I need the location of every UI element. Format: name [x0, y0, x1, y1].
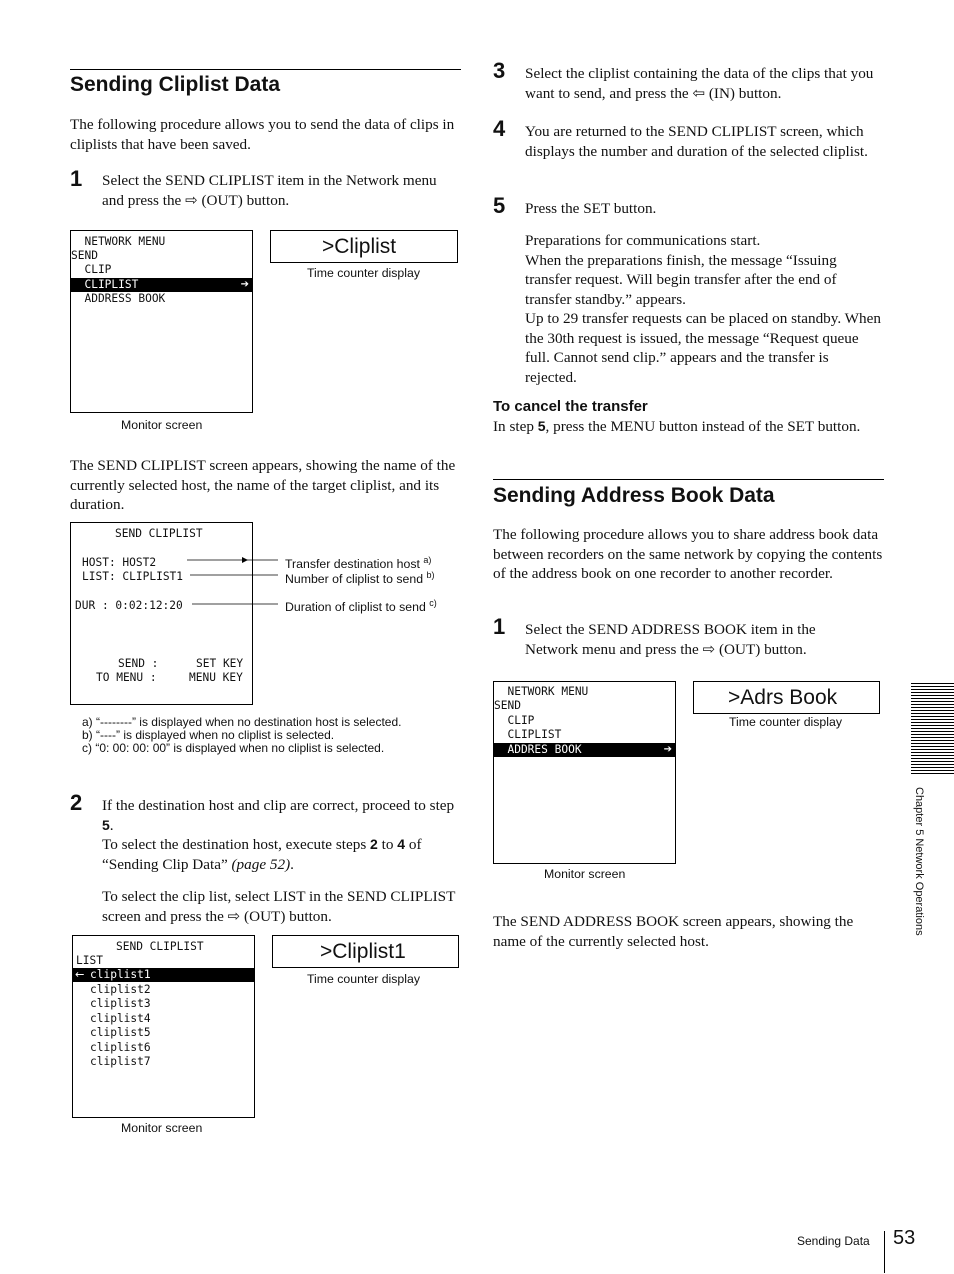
step-text	[102, 171, 462, 210]
step-text-part: (OUT) button.	[718, 640, 807, 658]
text-line: When the preparations finish, the message “Issuing transfer request. Will begin transfer after the end of transfer standby.” appears.	[525, 251, 837, 308]
callout-text: Transfer destination host	[285, 557, 420, 572]
footnote-mark: b)	[426, 570, 435, 580]
menu-key-label: MENU KEY	[189, 671, 243, 684]
list-line: LIST: CLIPLIST1	[82, 570, 184, 583]
intro-paragraph: The following procedure allows you to share address book data between recorders on the same network by copying the contents of the address book on one recorder to another recorder.	[493, 526, 883, 582]
out-arrow-icon: ⇨	[702, 639, 716, 658]
step-text-part: Select the SEND CLIPLIST item in the Network menu and press the	[102, 172, 437, 209]
text-line: Up to 29 transfer requests can be placed on standby. When the 30th request is issued, the message “Request queue full. Cannot send clip.” appears and the transfer is rejected.	[525, 310, 881, 386]
text-line: Preparations for communications start.	[525, 232, 761, 249]
callout-text: Duration of cliplist to send	[285, 600, 426, 615]
list-item: cliplist3	[90, 997, 151, 1010]
body-paragraph: The SEND CLIPLIST screen appears, showing the name of the currently selected host, the name of the target cliplist, and its duration.	[70, 457, 456, 513]
step-text	[525, 620, 870, 659]
footnote-mark: a)	[423, 555, 432, 565]
step-text-part: “Sending Clip Data”	[102, 855, 228, 873]
body-paragraph	[525, 231, 883, 387]
list-item: cliplist7	[90, 1055, 151, 1068]
step-number: 4	[493, 116, 506, 141]
list-item: cliplist2	[90, 983, 151, 996]
list-label: LIST	[76, 954, 103, 967]
left-arrow-icon: ←	[75, 968, 85, 981]
subheading: To cancel the transfer	[493, 398, 648, 415]
menu-item: ADDRESS BOOK	[71, 292, 166, 305]
monitor-caption: Monitor screen	[121, 1121, 203, 1135]
send-label: SEND :	[118, 657, 159, 670]
step-number: 2	[70, 790, 83, 815]
host-line: HOST: HOST2	[82, 556, 157, 569]
step-text-part: If the destination host and clip are correct, proceed to step	[102, 797, 455, 814]
time-counter-caption: Time counter display	[307, 266, 420, 280]
step-number: 1	[70, 166, 83, 191]
step-text: To select the destination host, execute steps 2 to 4 of “Sending Clip Data” (page 52).	[102, 836, 422, 873]
time-counter-display: >Cliplist1	[272, 935, 459, 968]
screen-title: SEND CLIPLIST	[115, 527, 203, 540]
step-reference: 2	[370, 836, 378, 852]
menu-item-label: CLIPLIST	[71, 278, 139, 291]
step-reference: 4	[397, 836, 406, 852]
body-paragraph: The SEND ADDRESS BOOK screen appears, showing the name of the currently selected host.	[493, 913, 854, 950]
list-item-label: cliplist1	[90, 968, 151, 981]
footnote-mark: c)	[429, 598, 437, 608]
list-item: cliplist5	[90, 1026, 151, 1039]
time-counter-display: >Adrs Book	[693, 681, 880, 714]
step-reference: 5	[537, 418, 546, 434]
right-arrow-icon: ➔	[663, 744, 672, 755]
menu-title: NETWORK MENU	[71, 235, 166, 248]
screen-title: SEND CLIPLIST	[116, 940, 204, 953]
out-arrow-icon: ⇨	[185, 190, 198, 209]
page-number: 53	[893, 1227, 916, 1249]
right-arrow-icon: ➔	[240, 279, 249, 290]
text-part: In step	[493, 418, 534, 435]
step-text-part: (IN) button.	[708, 84, 782, 102]
footer-divider	[884, 1231, 885, 1273]
body-paragraph	[493, 417, 873, 437]
chapter-thumb-tab	[911, 683, 954, 775]
monitor-screen	[72, 935, 255, 1118]
menu-item: CLIP	[494, 714, 535, 727]
footnote: b) “----” is displayed when no cliplist is selected.	[82, 728, 335, 742]
section-title: Sending Cliplist Data	[70, 73, 281, 96]
monitor-caption: Monitor screen	[121, 418, 203, 432]
footnote: c) “0: 00: 00: 00” is displayed when no cliplist is selected.	[82, 741, 385, 755]
out-arrow-icon: ⇨	[227, 906, 241, 925]
menu-item: CLIP	[71, 263, 112, 276]
menu-item-selected	[494, 743, 675, 757]
time-counter-caption: Time counter display	[729, 715, 842, 729]
time-counter-display: >Cliplist	[270, 230, 458, 263]
step-text: You are returned to the SEND CLIPLIST screen, which displays the number and duration of the selected cliplist.	[525, 123, 868, 160]
text-part: , press the MENU button instead of the SET button.	[545, 418, 861, 435]
set-key-label: SET KEY	[196, 657, 244, 670]
monitor-screen	[493, 681, 676, 864]
step-text-part: of	[408, 836, 422, 853]
callout-lines	[180, 550, 280, 610]
step-text-part: (OUT) button.	[244, 907, 332, 925]
callout-arrowhead	[242, 557, 248, 563]
step-text-part: to	[381, 836, 394, 853]
step-text	[525, 64, 885, 103]
section-rule	[493, 479, 884, 480]
duration-line: DUR : 0:02:12:20	[75, 599, 183, 612]
step-text-part: To select the clip list, select LIST in the SEND CLIPLIST screen and press the	[102, 888, 456, 925]
step-text-part: Select the cliplist containing the data of the clips that you want to send, and press the	[525, 65, 874, 102]
menu-item: SEND	[71, 249, 98, 262]
menu-item-selected	[71, 278, 252, 292]
menu-item: SEND	[494, 699, 521, 712]
intro-paragraph: The following procedure allows you to send the data of clips in cliplists that have been saved.	[70, 116, 455, 153]
page-reference: (page 52)	[231, 855, 291, 873]
step-text: Press the SET button.	[525, 200, 657, 217]
step-number: 1	[493, 614, 506, 639]
step-text: If the destination host and clip are correct, proceed to step 5.	[102, 797, 455, 834]
chapter-label: Chapter 5 Network Operations	[913, 787, 925, 936]
footnote: a) “--------” is displayed when no destination host is selected.	[82, 715, 402, 729]
step-text-part: (OUT) button.	[201, 191, 290, 209]
step-text	[102, 887, 462, 926]
list-item: cliplist4	[90, 1012, 151, 1025]
step-number: 5	[493, 193, 506, 218]
time-counter-caption: Time counter display	[307, 972, 420, 986]
step-number: 3	[493, 58, 506, 83]
section-title: Sending Address Book Data	[493, 484, 775, 507]
callout-label	[285, 568, 435, 586]
list-item: cliplist6	[90, 1041, 151, 1054]
monitor-screen	[70, 230, 253, 413]
to-menu-label: TO MENU :	[96, 671, 157, 684]
monitor-caption: Monitor screen	[544, 867, 626, 881]
list-item-selected	[73, 968, 254, 982]
callout-text: Number of cliplist to send	[285, 572, 424, 587]
step-text-part: Select the SEND ADDRESS BOOK item in the Network menu and press the	[525, 621, 816, 658]
callout-label	[285, 596, 437, 614]
step-text-part: To select the destination host, execute steps	[102, 836, 367, 853]
in-arrow-icon: ⇦	[692, 83, 706, 102]
section-rule	[70, 69, 461, 70]
footer-section: Sending Data	[797, 1234, 870, 1248]
menu-title: NETWORK MENU	[494, 685, 589, 698]
menu-item-label: ADDRES BOOK	[494, 743, 582, 756]
step-reference: 5	[102, 816, 110, 833]
menu-item: CLIPLIST	[494, 728, 562, 741]
